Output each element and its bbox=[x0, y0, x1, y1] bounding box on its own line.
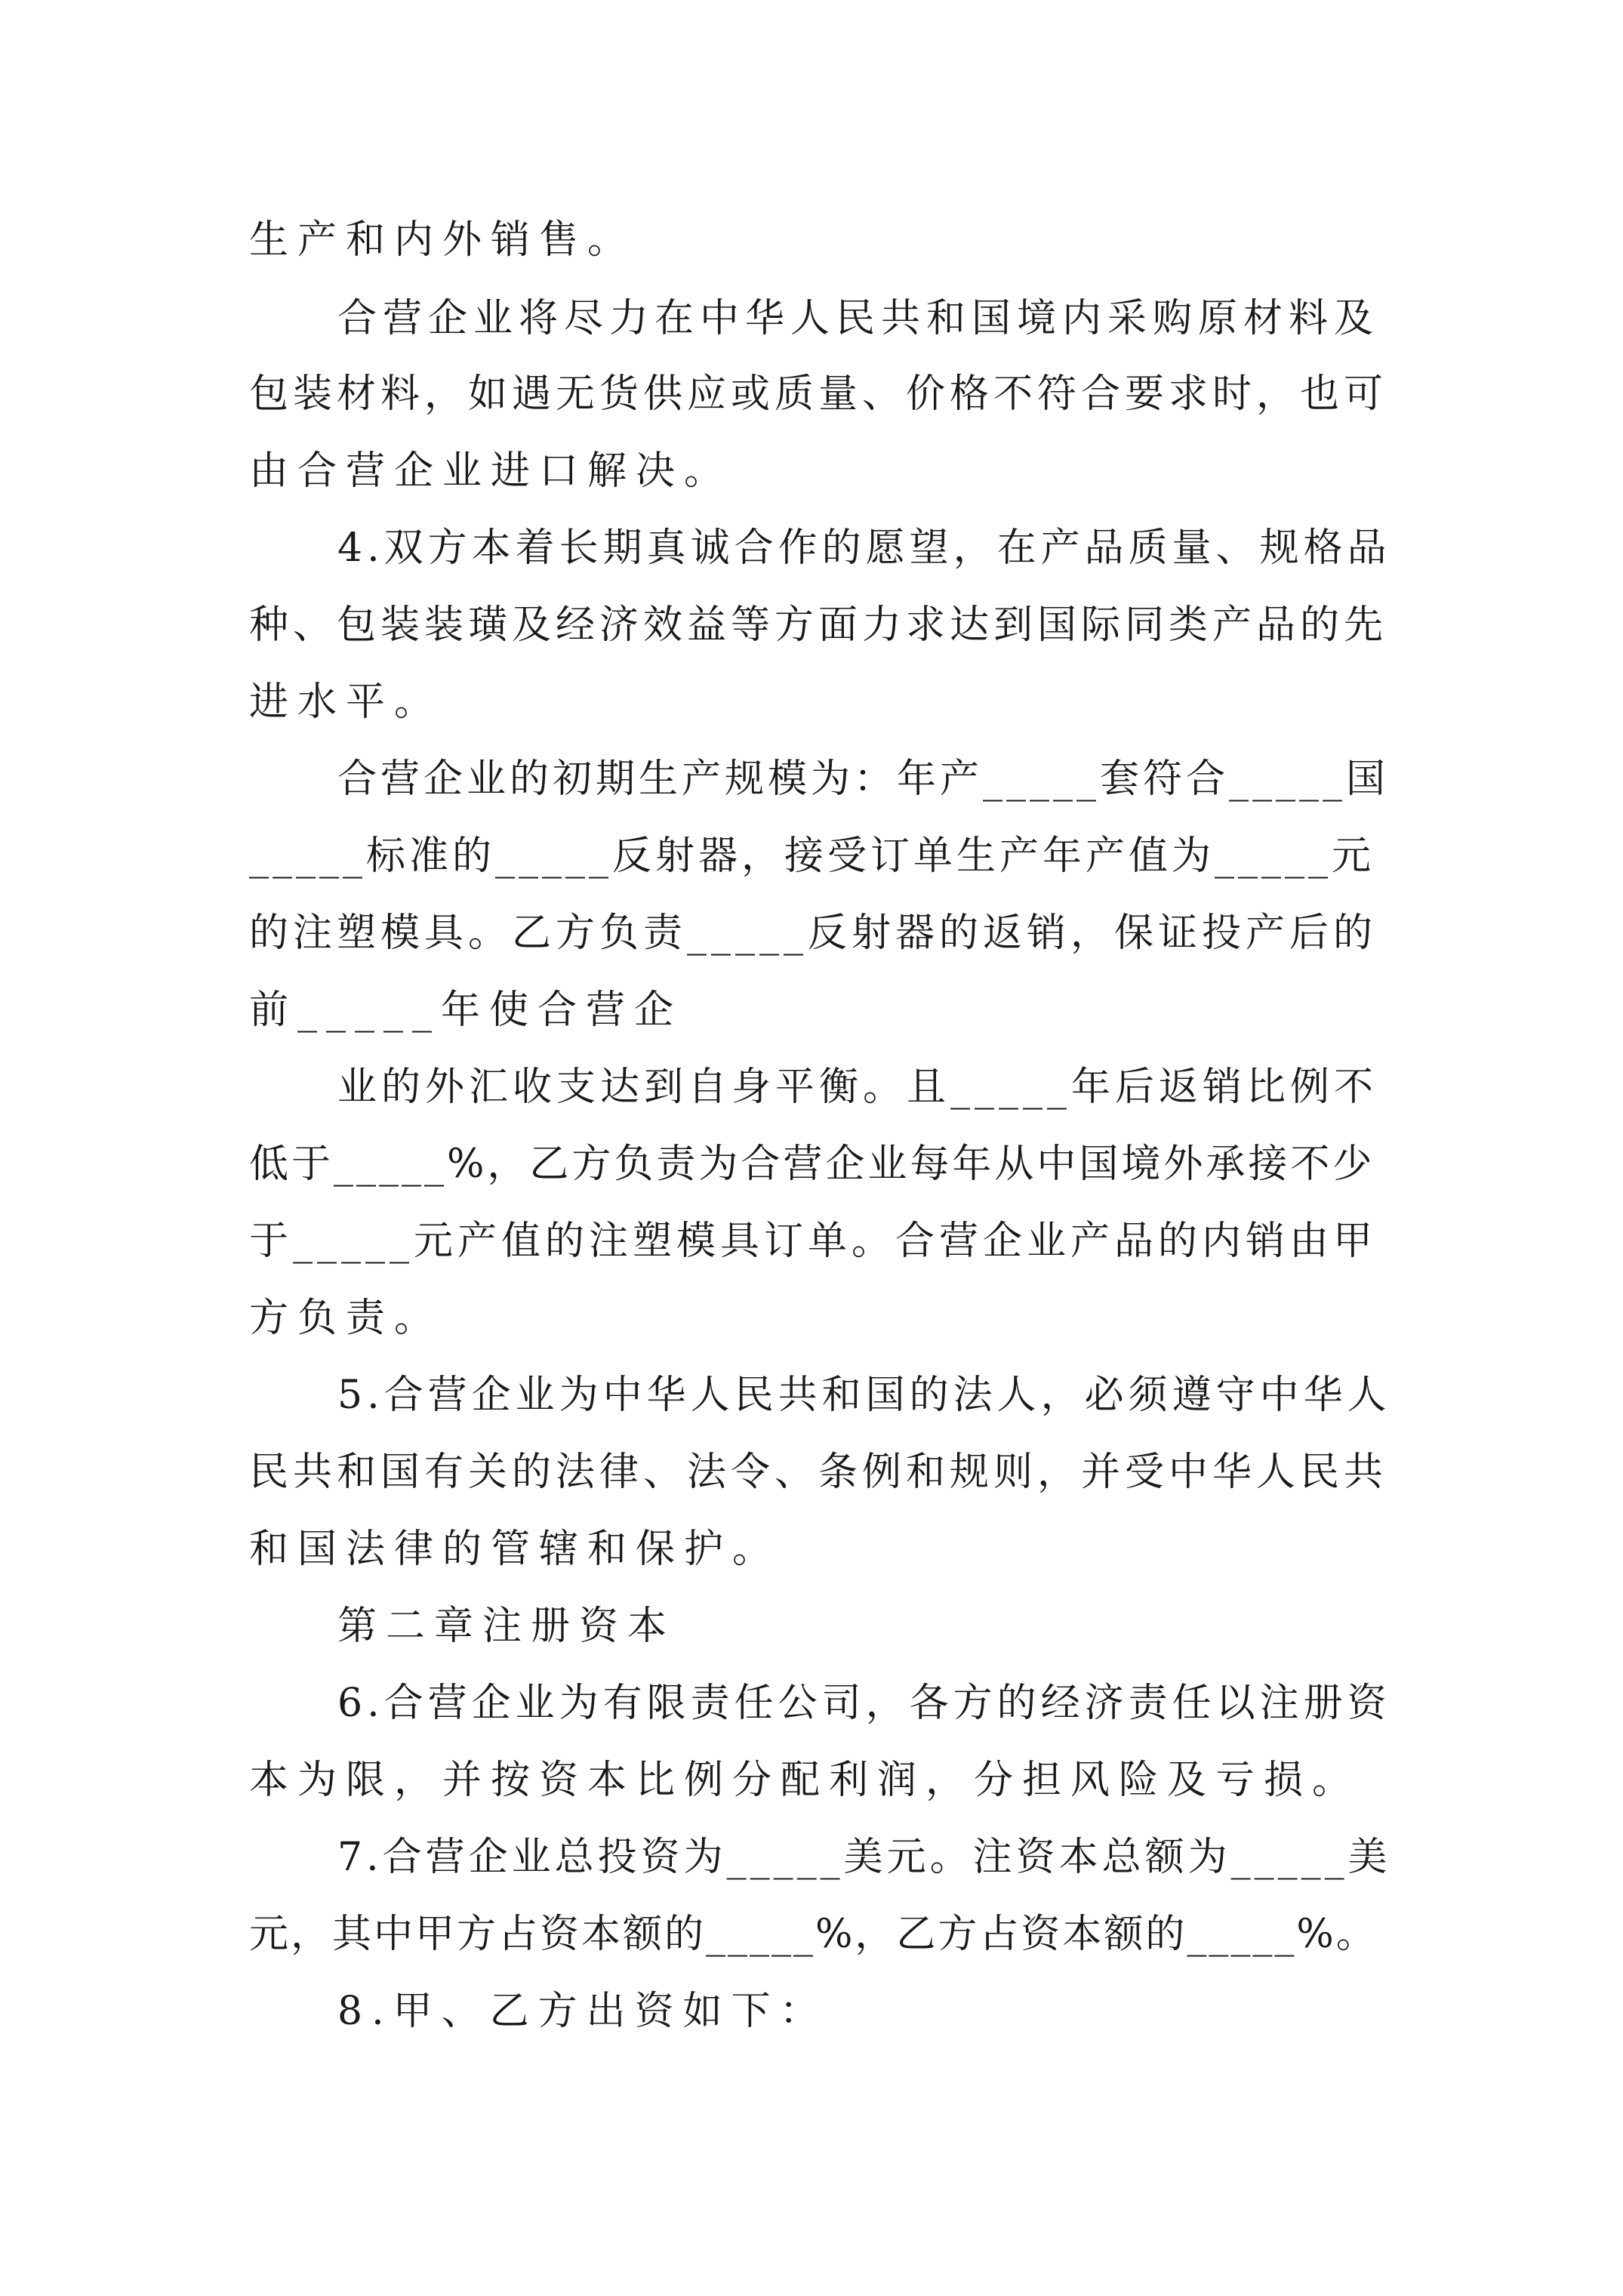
text-line-24: 8.甲、乙方出资如下： bbox=[337, 1989, 828, 2034]
text-line-8: 合营企业的初期生产规模为：年产_____套符合_____国 bbox=[337, 757, 1390, 802]
text-line-23: 元，其中甲方占资本额的_____%，乙方占资本额的_____%。 bbox=[249, 1912, 1378, 1957]
text-line-1: 生产和内外销售。 bbox=[249, 217, 636, 263]
text-line-7: 进水平。 bbox=[249, 680, 443, 725]
text-line-6: 种、包装装璜及经济效益等方面力求达到国际同类产品的先 bbox=[249, 603, 1388, 648]
text-line-22: 7.合营企业总投资为_____美元。注资本总额为_____美 bbox=[337, 1835, 1391, 1880]
text-line-11: 前_____年使合营企 bbox=[249, 988, 683, 1033]
text-line-15: 方负责。 bbox=[249, 1296, 443, 1341]
text-line-2: 合营企业将尽力在中华人民共和国境内采购原材料及 bbox=[337, 296, 1380, 341]
text-line-5: 4.双方本着长期真诚合作的愿望，在产品质量、规格品 bbox=[337, 525, 1391, 571]
text-line-16: 5.合营企业为中华人民共和国的法人，必须遵守中华人 bbox=[337, 1373, 1391, 1418]
text-line-9: _____标准的_____反射器，接受订单生产年产值为_____元 bbox=[249, 834, 1375, 879]
text-line-18: 和国法律的管辖和保护。 bbox=[249, 1527, 781, 1572]
text-line-21: 本为限，并按资本比例分配利润，分担风险及亏损。 bbox=[249, 1758, 1361, 1803]
chapter-heading: 第二章注册资本 bbox=[337, 1604, 676, 1649]
text-line-17: 民共和国有关的法律、法令、条例和规则，并受中华人民共 bbox=[249, 1450, 1388, 1495]
text-line-4: 由合营企业进口解决。 bbox=[249, 448, 733, 494]
text-line-12: 业的外汇收支达到自身平衡。且_____年后返销比例不 bbox=[337, 1065, 1378, 1110]
text-line-13: 低于_____%，乙方负责为合营企业每年从中国境外承接不少 bbox=[249, 1142, 1375, 1187]
text-line-14: 于_____元产值的注塑模具订单。合营企业产品的内销由甲 bbox=[249, 1219, 1378, 1264]
text-line-20: 6.合营企业为有限责任公司，各方的经济责任以注册资 bbox=[337, 1681, 1391, 1726]
text-line-3: 包装材料，如遇无货供应或质量、价格不符合要求时，也可 bbox=[249, 371, 1388, 417]
text-line-10: 的注塑模具。乙方负责_____反射器的返销，保证投产后的 bbox=[249, 911, 1378, 956]
